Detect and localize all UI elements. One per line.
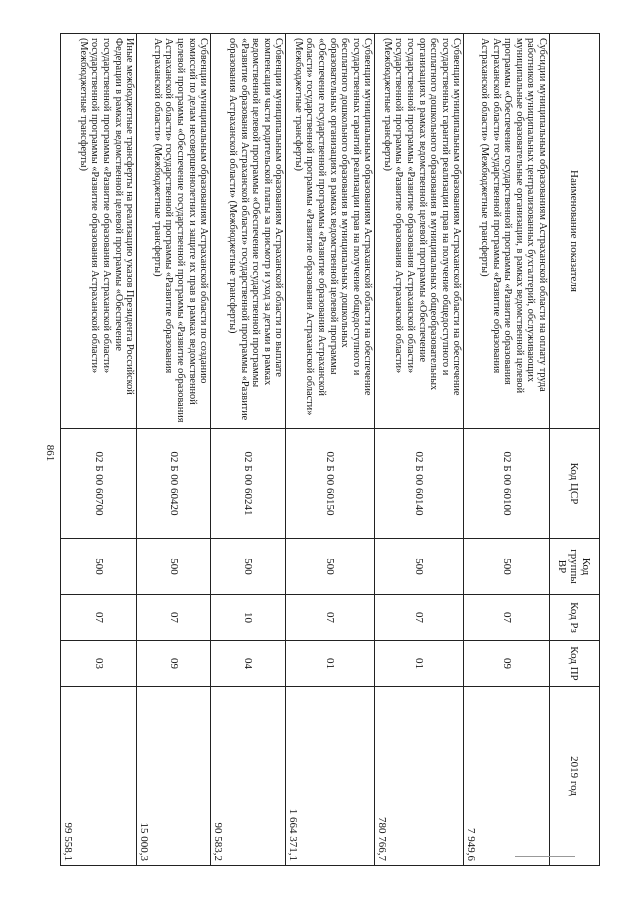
row-rz: 07 [61, 595, 137, 641]
row-pr: 04 [211, 641, 286, 687]
row-csr: 02 Б 00 60150 [286, 429, 375, 539]
header-rz: Код Рз [550, 595, 600, 641]
table-row [464, 34, 550, 866]
table-row [211, 34, 286, 866]
row-pr: 01 [375, 641, 464, 687]
row-csr: 02 Б 00 60100 [464, 429, 550, 539]
row-name: Субсидии муниципальным образованиям Астраханской области на оплату труда работников муниципальных централизованных бухгалтерий, обслуживающих муниципальные образовательные организации, в рамках ведомственной целевой программы «Обеспечение государственной программы «Развитие образования Астраханской области» государственной программы «Развитие образования Астраханской области» (Межбюджетные трансферты) [464, 34, 550, 429]
row-value: 780 766,7 [375, 687, 464, 866]
row-value: 90 583,2 [211, 687, 286, 866]
row-csr: 02 Б 00 60700 [61, 429, 137, 539]
page-number: 861 [44, 444, 56, 462]
row-vr: 500 [61, 539, 137, 595]
rotated-table-container [60, 33, 600, 865]
row-name: Иные межбюджетные трансферты на реализацию указов Президента Российской Федерации в рамках ведомственной целевой программы «Обеспечение государственной программы «Развитие образования Астраханской области» государственной программы «Развитие образования Астраханской области» (Межбюджетные трансферты) [61, 34, 137, 429]
table-header-row [550, 34, 600, 866]
row-name: Субвенции муниципальным образованиям Астраханской области по выплате компенсации части родительской платы за присмотр и уход за детьми в рамках ведомственной целевой программы «Обеспечение государственной программы «Развитие образования Астраханской области» государственной программы «Развитие образования Астраханской области» (Межбюджетные трансферты) [211, 34, 286, 429]
row-csr: 02 Б 00 60241 [211, 429, 286, 539]
row-name: Субвенции муниципальным образованиям Астраханской области на обеспечение государственных гарантий реализации прав на получение общедоступного и бесплатного дошкольного образования в муниципальных дошкольных образовательных организациях в рамках ведомственной целевой программы «Обеспечение государственной программы «Развитие образования Астраханской области» государственной программы «Развитие образования Астраханской области» (Межбюджетные трансферты) [286, 34, 375, 429]
row-rz: 07 [375, 595, 464, 641]
row-vr: 500 [137, 539, 211, 595]
row-name: Субвенции муниципальным образованиям Астраханской области по созданию комиссий по делам несовершеннолетних и защите их прав в рамках ведомственной целевой программы «Обеспечение государственной программы «Развитие образования Астраханской области» государственной программы «Развитие образования Астраханской области» (Межбюджетные трансферты) [137, 34, 211, 429]
row-pr: 09 [464, 641, 550, 687]
scan-mark-line [515, 856, 575, 857]
row-csr: 02 Б 00 60140 [375, 429, 464, 539]
row-pr: 03 [61, 641, 137, 687]
header-pr: Код ПР [550, 641, 600, 687]
row-rz: 10 [211, 595, 286, 641]
row-vr: 500 [375, 539, 464, 595]
row-vr: 500 [464, 539, 550, 595]
header-csr: Код ЦСР [550, 429, 600, 539]
header-vr: Код группы ВР [550, 539, 600, 595]
row-value: 1 664 371,1 [286, 687, 375, 866]
table-row [61, 34, 137, 866]
row-pr: 09 [137, 641, 211, 687]
row-rz: 07 [286, 595, 375, 641]
budget-table [60, 33, 600, 866]
row-vr: 500 [211, 539, 286, 595]
header-name: Наименование показателя [550, 34, 600, 429]
table-row [286, 34, 375, 866]
row-vr: 500 [286, 539, 375, 595]
row-value: 99 558,1 [61, 687, 137, 866]
row-pr: 01 [286, 641, 375, 687]
row-csr: 02 Б 00 60420 [137, 429, 211, 539]
row-value: 15 000,3 [137, 687, 211, 866]
row-rz: 07 [464, 595, 550, 641]
table-row [137, 34, 211, 866]
row-name: Субвенции муниципальным образованиям Астраханской области на обеспечение государственных гарантий реализации прав на получение общедоступного и бесплатного дошкольного образования в муниципальных общеобразовательных организациях в рамках ведомственной целевой программы «Обеспечение государственной программы «Развитие образования Астраханской области» государственной программы «Развитие образования Астраханской области» (Межбюджетные трансферты) [375, 34, 464, 429]
row-rz: 07 [137, 595, 211, 641]
row-value: 7 949,6 [464, 687, 550, 866]
table-row [375, 34, 464, 866]
header-year: 2019 год [550, 687, 600, 866]
